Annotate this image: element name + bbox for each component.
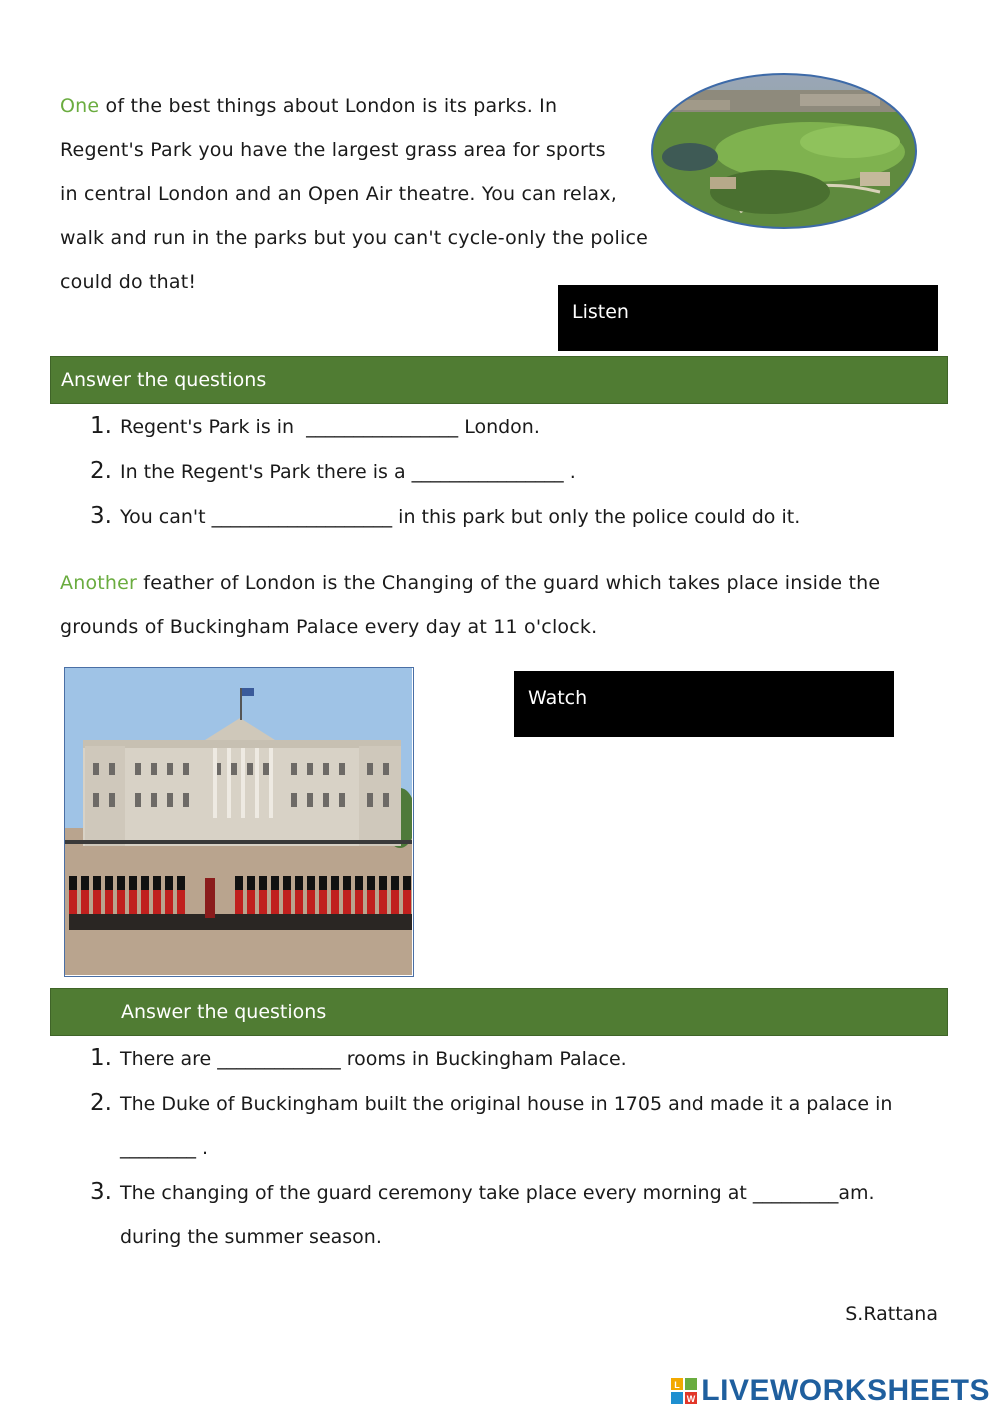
paragraph-line: in central London and an Open Air theatre. You can relax, <box>60 183 617 205</box>
question-item <box>90 494 800 539</box>
park-aerial-image <box>650 72 918 230</box>
intro-paragraph <box>60 84 648 304</box>
logo-letter: W <box>687 1394 696 1404</box>
question-text: The changing of the guard ceremony take place every morning at _________am. <box>120 1182 875 1204</box>
question-text: There are _____________ rooms in Buckingham Palace. <box>120 1048 627 1070</box>
paragraph-line: Regent's Park you have the largest grass area for sports <box>60 139 606 161</box>
paragraph-line: Another feather of London is the Changing of the guard which takes place inside the <box>60 572 881 594</box>
question-item <box>90 1081 892 1170</box>
question-number: 1. <box>90 413 112 439</box>
liveworksheets-logo-icon <box>671 1378 697 1404</box>
question-number: 3. <box>90 503 112 529</box>
lead-word: One <box>60 95 100 117</box>
liveworksheets-brand <box>671 1374 990 1408</box>
question-text-continued: ________ . <box>120 1137 209 1159</box>
paragraph-line: walk and run in the parks but you can't cycle-only the police <box>60 227 648 249</box>
watch-video-box[interactable]: Watch <box>514 671 894 737</box>
regents-park-photo <box>650 72 918 230</box>
question-text: The Duke of Buckingham built the original house in 1705 and made it a palace in <box>120 1093 893 1115</box>
question-item <box>90 449 800 494</box>
brand-name[interactable]: LIVEWORKSHEETS <box>701 1374 990 1407</box>
questions-header-1 <box>50 356 948 404</box>
question-item <box>90 1170 892 1259</box>
question-item <box>90 404 800 449</box>
lead-word: Another <box>60 572 138 594</box>
author-signature: S.Rattana <box>845 1303 938 1325</box>
question-text-continued: during the summer season. <box>120 1226 382 1248</box>
questions-header-label: Answer the questions <box>121 1001 327 1023</box>
question-text: You can't ___________________ in this park but only the police could do it. <box>120 506 801 528</box>
question-number: 2. <box>90 458 112 484</box>
question-text: Regent's Park is in ________________ London. <box>120 416 540 438</box>
paragraph-line: grounds of Buckingham Palace every day at 11 o'clock. <box>60 616 598 638</box>
question-text: In the Regent's Park there is a ________________ . <box>120 461 576 483</box>
logo-letter: L <box>674 1380 681 1390</box>
listen-audio-box[interactable]: Listen <box>558 285 938 351</box>
question-item <box>90 1036 892 1081</box>
paragraph-line: could do that! <box>60 271 197 293</box>
question-list-2 <box>90 1036 892 1259</box>
palace-image <box>65 668 412 975</box>
question-list-1 <box>90 404 800 539</box>
question-number: 3. <box>90 1179 112 1205</box>
question-number: 1. <box>90 1045 112 1071</box>
questions-header-2 <box>50 988 948 1036</box>
guard-paragraph <box>60 561 880 649</box>
question-number: 2. <box>90 1090 112 1116</box>
paragraph-line: One of the best things about London is its parks. In <box>60 95 558 117</box>
buckingham-palace-photo <box>64 667 414 977</box>
questions-header-label: Answer the questions <box>61 369 267 391</box>
